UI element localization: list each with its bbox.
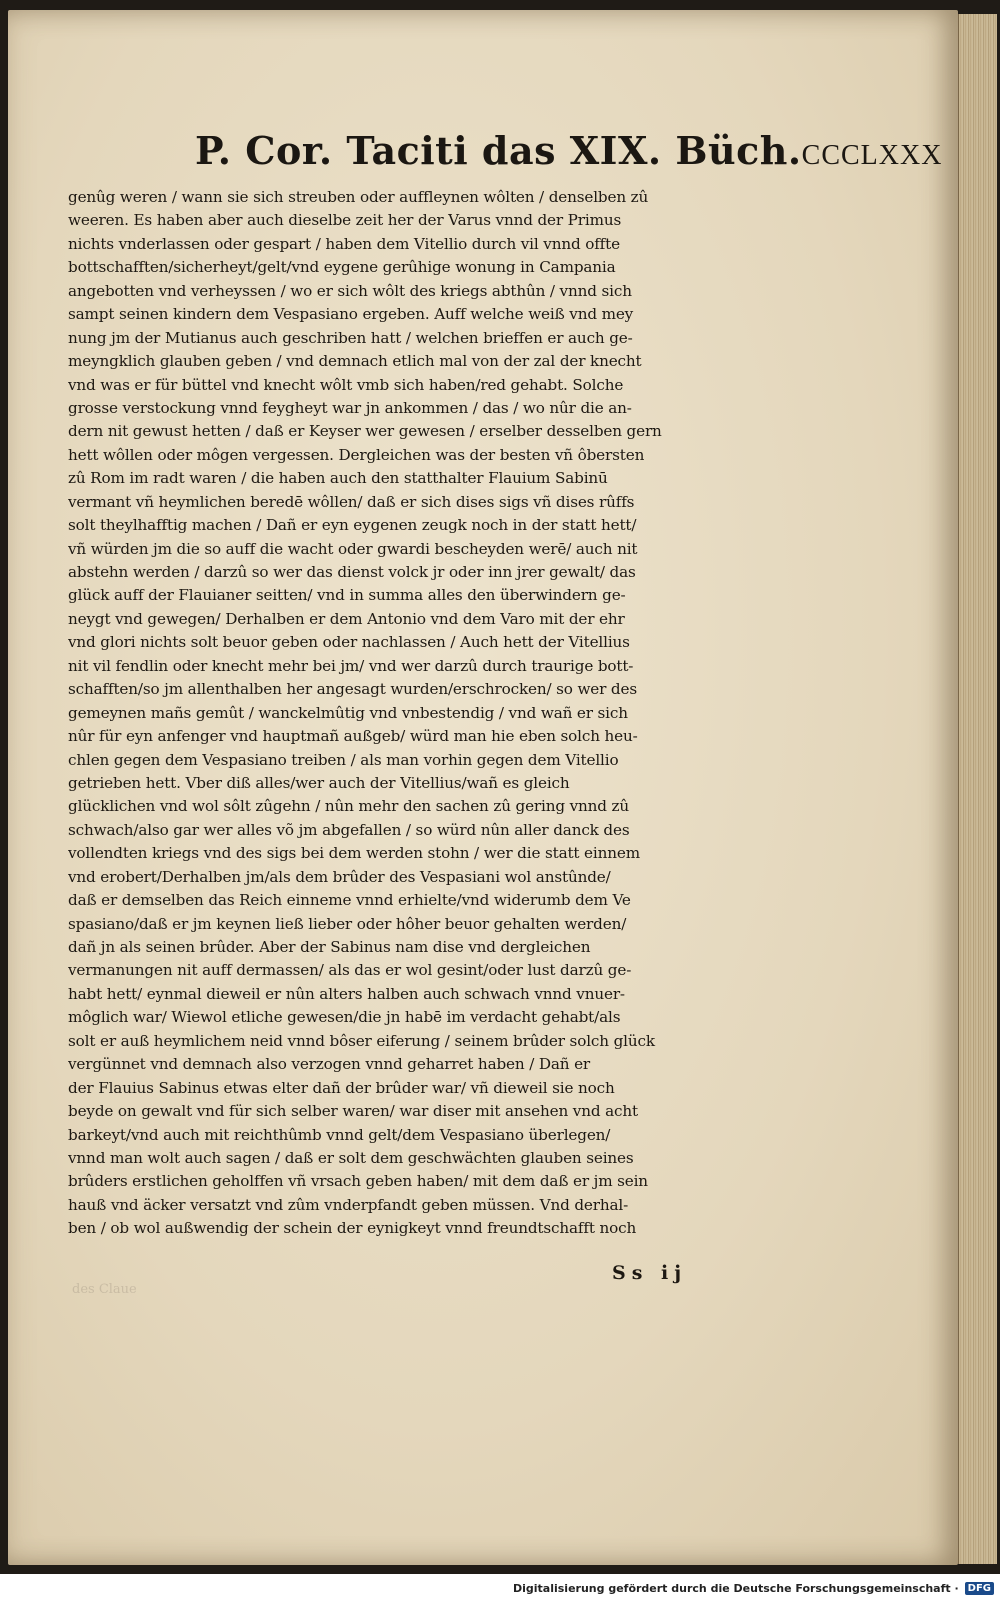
- text-line: vnd was er für büttel vnd knecht wôlt vmb sich haben/red gehabt. Solche: [68, 375, 624, 394]
- text-line: grosse verstockung vnnd feygheyt war jn ankommen / das / wo nûr die an-: [68, 398, 632, 417]
- text-line: hett wôllen oder môgen vergessen. Dergleichen was der besten vñ ôbersten: [68, 445, 645, 464]
- page-edges: [958, 14, 997, 1564]
- text-line: nit vil fendlin oder knecht mehr bei jm/ vnd wer darzû durch traurige bott-: [68, 656, 634, 675]
- running-title: P. Cor. Taciti das XIX. Büch.: [195, 128, 802, 173]
- text-line: bottschafften/sicherheyt/gelt/vnd eygene gerûhige wonung in Campania: [68, 258, 616, 277]
- footer-bar: [0, 1574, 1000, 1602]
- text-line: vergünnet vnd demnach also verzogen vnnd geharret haben / Dañ er: [68, 1055, 591, 1074]
- dfg-logo: DFG: [965, 1582, 994, 1595]
- text-line: neygt vnd gewegen/ Derhalben er dem Antonio vnd dem Varo mit der ehr: [68, 609, 625, 628]
- text-line: nung jm der Mutianus auch geschriben hatt / welchen brieffen er auch ge-: [68, 328, 633, 347]
- text-line: vnnd man wolt auch sagen / daß er solt dem geschwächten glauben seines: [68, 1148, 634, 1167]
- text-line: glück auff der Flauianer seitten/ vnd in summa alles den überwindern ge-: [68, 586, 626, 605]
- folio-number: CCCLXXX: [801, 140, 943, 171]
- text-line: sampt seinen kindern dem Vespasiano ergeben. Auff welche weiß vnd mey: [68, 305, 634, 324]
- text-line: genûg weren / wann sie sich streuben oder auffleynen wôlten / denselben zû: [68, 188, 649, 206]
- text-line: nûr für eyn anfenger vnd hauptmañ außgeb/ würd man hie eben solch heu-: [68, 727, 638, 746]
- text-line: schwach/also gar wer alles võ jm abgefallen / so würd nûn aller danck des: [68, 820, 630, 839]
- funding-credit: Digitalisierung gefördert durch die Deutsche Forschungsgemeinschaft ·: [512, 1581, 959, 1595]
- text-line: solt theylhafftig machen / Dañ er eyn eygenen zeugk noch in der statt hett/: [68, 516, 637, 535]
- text-line: beyde on gewalt vnd für sich selber waren/ war diser mit ansehen vnd acht: [68, 1102, 638, 1121]
- text-line: spasiano/daß er jm keynen ließ lieber oder hôher beuor gehalten werden/: [68, 914, 627, 933]
- text-line: hauß vnd äcker versatzt vnd zûm vnderpfandt geben müssen. Vnd derhal-: [68, 1195, 629, 1214]
- text-line: der Flauius Sabinus etwas elter dañ der brûder war/ vñ dieweil sie noch: [68, 1078, 615, 1097]
- offset-line: des Claue: [72, 1282, 137, 1297]
- text-line: vollendten kriegs vnd des sigs bei dem werden stohn / wer die statt einnem: [68, 844, 640, 863]
- text-line: glücklichen vnd wol sôlt zûgehn / nûn mehr den sachen zû gering vnnd zû: [68, 797, 630, 816]
- text-line: vñ würden jm die so auff die wacht oder gwardi bescheyden werē/ auch nit: [68, 539, 638, 558]
- text-line: vermant vñ heymlichen beredē wôllen/ daß er sich dises sigs vñ dises rûffs: [68, 492, 635, 511]
- text-line: dañ jn als seinen brûder. Aber der Sabinus nam dise vnd dergleichen: [68, 938, 591, 956]
- text-line: abstehn werden / darzû so wer das dienst volck jr oder inn jrer gewalt/ das: [68, 563, 636, 581]
- text-line: daß er demselben das Reich einneme vnnd erhielte/vnd widerumb dem Ve: [68, 891, 631, 910]
- text-line: gemeynen mañs gemût / wanckelmûtig vnd vnbestendig / vnd wañ er sich: [68, 703, 628, 722]
- text-line: solt er auß heymlichem neid vnnd bôser eiferung / seinem brûder solch glück: [68, 1031, 655, 1050]
- signature-mark: Ss ij: [612, 1262, 688, 1284]
- offset-bleedthrough: [72, 1280, 312, 1300]
- text-line: weeren. Es haben aber auch dieselbe zeit her der Varus vnnd der Primus: [68, 211, 622, 230]
- text-line: vermanungen nit auff dermassen/ als das er wol gesint/oder lust darzû ge-: [68, 961, 632, 980]
- text-line: chlen gegen dem Vespasiano treiben / als man vorhin gegen dem Vitellio: [68, 750, 619, 769]
- text-line: vnd glori nichts solt beuor geben oder nachlassen / Auch hett der Vitellius: [68, 633, 630, 652]
- text-line: habt hett/ eynmal dieweil er nûn alters halben auch schwach vnnd vnuer-: [68, 984, 625, 1003]
- text-line: môglich war/ Wiewol etliche gewesen/die jn habē im verdacht gehabt/als: [68, 1008, 621, 1027]
- text-line: getrieben hett. Vber diß alles/wer auch der Vitellius/wañ es gleich: [68, 773, 570, 792]
- text-line: schafften/so jm allenthalben her angesagt wurden/erschrocken/ so wer des: [68, 680, 637, 699]
- text-block: [68, 186, 780, 1241]
- text-line: zû Rom im radt waren / die haben auch den statthalter Flauium Sabinū: [68, 469, 608, 488]
- text-line: ben / ob wol außwendig der schein der eynigkeyt vnnd freundtschafft noch: [68, 1219, 637, 1238]
- text-line: vnd erobert/Derhalben jm/als dem brûder des Vespasiani wol anstûnde/: [68, 867, 611, 886]
- text-line: meyngklich glauben geben / vnd demnach etlich mal von der zal der knecht: [68, 352, 642, 371]
- text-line: barkeyt/vnd auch mit reichthûmb vnnd gelt/dem Vespasiano überlegen/: [68, 1125, 611, 1144]
- page-header: [195, 128, 943, 178]
- text-line: dern nit gewust hetten / daß er Keyser wer gewesen / erselber desselben gern: [68, 422, 662, 441]
- text-line: brûders erstlichen geholffen vñ vrsach geben haben/ mit dem daß er jm sein: [68, 1172, 648, 1191]
- text-line: nichts vnderlassen oder gespart / haben dem Vitellio durch vil vnnd offte: [68, 234, 620, 253]
- text-line: angebotten vnd verheyssen / wo er sich wôlt des kriegs abthûn / vnnd sich: [68, 281, 632, 300]
